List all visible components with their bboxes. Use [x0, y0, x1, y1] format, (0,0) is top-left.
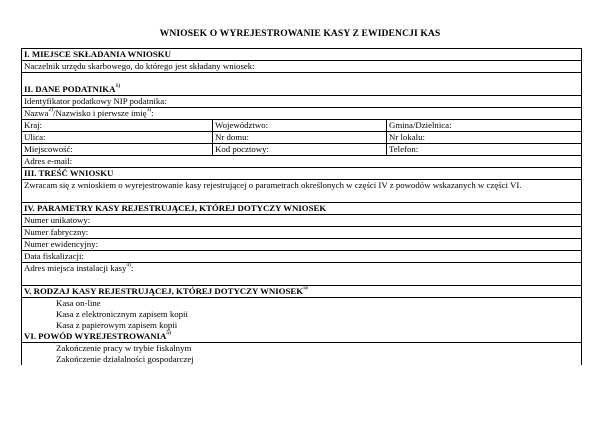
province-field[interactable]: Województwo: [212, 120, 386, 131]
nip-field[interactable] [22, 96, 581, 108]
installation-address-field[interactable] [22, 263, 581, 286]
country-field[interactable]: Kraj: [24, 120, 43, 130]
option-end-fiscal-mode[interactable]: Zakończenie pracy w trybie fiskalnym [56, 343, 192, 353]
form-table [21, 48, 582, 365]
section-2-heading [22, 73, 581, 96]
address-row-2 [22, 132, 581, 144]
request-text-row [22, 180, 581, 203]
email-field[interactable] [22, 156, 581, 168]
phone-field[interactable]: Telefon: [386, 144, 581, 155]
section-6-footnote: 5) [166, 330, 171, 336]
email-label: Adres e-mail: [24, 156, 73, 166]
factory-number-label: Numer fabryczny: [24, 227, 89, 237]
section-4-heading: IV. PARAMETRY KASY REJESTRUJĄCEJ, KTÓREJ DOTYCZY WNIOSEK [22, 203, 581, 215]
name-footnote-a: 2) [48, 107, 54, 113]
option-cash-register-paper-copy[interactable]: Kasa z papierowym zapisem kopii [56, 320, 178, 330]
factory-number-field[interactable] [22, 227, 581, 239]
unique-number-label: Numer unikatowy: [24, 215, 91, 225]
option-end-business-activity[interactable]: Zakończenie działalności gospodarczej [56, 354, 194, 364]
registration-number-field[interactable] [22, 239, 581, 251]
section-2-footnote: 1) [115, 83, 121, 89]
city-field[interactable]: Miejscowość: [24, 144, 73, 154]
address-row-1 [22, 120, 581, 132]
postal-code-field[interactable]: Kod pocztowy: [212, 144, 386, 155]
unique-number-field[interactable] [22, 215, 581, 227]
section-6-heading [22, 331, 581, 343]
section-2-heading-text: II. DANE PODATNIKA [24, 84, 116, 94]
name-label-b: /Nazwisko i pierwsze imię [53, 108, 147, 118]
installation-address-label: Adres miejsca instalacji kasy [24, 263, 127, 273]
name-footnote-b: 3) [146, 107, 152, 113]
tax-office-field[interactable] [22, 61, 581, 73]
tax-office-label: Naczelnik urzędu skarbowego, do którego jest składany wniosek: [24, 61, 255, 71]
section-1-heading: I. MIEJSCE SKŁADANIA WNIOSKU [22, 49, 581, 61]
name-label-c: : [151, 108, 154, 118]
section-5-footnote: 5) [303, 285, 308, 291]
section-3-heading: III. TREŚĆ WNIOSKU [22, 168, 581, 180]
name-field[interactable] [22, 108, 581, 120]
house-number-field[interactable]: Nr domu: [212, 132, 386, 143]
section-6-heading-text: VI. POWÓD WYREJESTROWANIA [24, 331, 167, 341]
name-label-a: Nazwa [24, 108, 49, 118]
request-text: Zwracam się z wnioskiem o wyrejestrowanie kasy rejestrującej o parametrach określonych w części IV z powodów wskazanych w części VI. [24, 180, 522, 190]
fiscalization-date-field[interactable] [22, 251, 581, 263]
fiscalization-date-label: Data fiskalizacji: [24, 251, 84, 261]
street-field[interactable]: Ulica: [24, 132, 46, 142]
registration-number-label: Numer ewidencyjny: [24, 239, 99, 249]
apartment-number-field[interactable]: Nr lokalu: [386, 132, 581, 143]
option-cash-register-electronic-copy[interactable]: Kasa z elektronicznym zapisem kopii [56, 309, 188, 319]
section-5-heading-text: V. RODZAJ KASY REJESTRUJĄCEJ, KTÓREJ DOTYCZY WNIOSEK [24, 286, 304, 296]
address-row-3 [22, 144, 581, 156]
section-5-heading [22, 286, 581, 298]
installation-address-colon: : [130, 263, 134, 273]
form-title: WNIOSEK O WYREJESTROWANIE KASY Z EWIDENCJI KAS [159, 28, 441, 39]
installation-address-footnote: 4) [126, 262, 131, 268]
option-cash-register-online[interactable]: Kasa on-line [56, 298, 101, 308]
nip-label: Identyfikator podatkowy NIP podatnika: [24, 96, 167, 106]
municipality-field[interactable]: Gmina/Dzielnica: [386, 120, 581, 131]
